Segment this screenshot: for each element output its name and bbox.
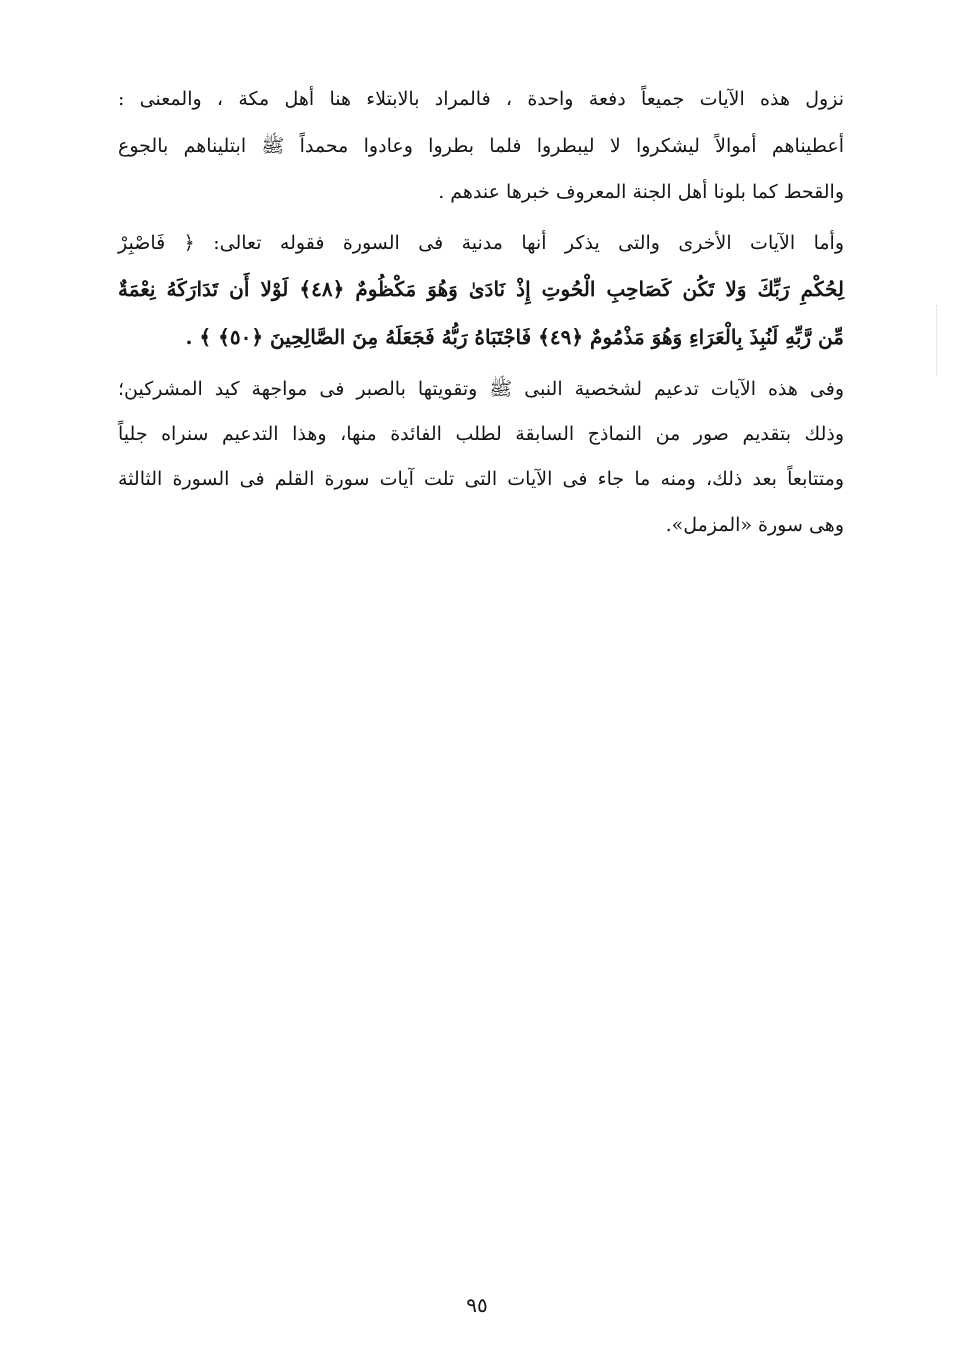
paragraph-1-line-1: نزول هذه الآيات جميعاً دفعة واحدة ، فالمراد بالابتلاء هنا أهل مكة ، والمعنى : xyxy=(118,88,844,110)
paragraph-1-line-2: أعطيناهم أموالاً ليشكروا لا ليبطروا فلما بطروا وعادوا محمداً ﷺ ابتليناهم بالجوع xyxy=(118,135,844,157)
paragraph-3-line-3: ومتتابعاً بعد ذلك، ومنه ما جاء فى الآيات التى تلت آيات سورة القلم فى السورة الثالثة xyxy=(118,468,844,490)
paragraph-3-line-1: وفى هذه الآيات تدعيم لشخصية النبى ﷺ وتقويتها بالصبر فى مواجهة كيد المشركين؛ xyxy=(118,378,844,400)
paragraph-2-line-1: وأما الآيات الأخرى والتى يذكر أنها مدنية فى السورة فقوله تعالى: ﴿ فَاصْبِرْ xyxy=(118,232,844,254)
paragraph-2-line-2: لِحُكْمِ رَبِّكَ وَلا تَكُن كَصَاحِبِ الْحُوتِ إِذْ نَادَىٰ وَهُوَ مَكْظُومٌ ﴿٤٨﴾ لَوْلا أَن تَدَارَكَهُ نِعْمَةٌ xyxy=(118,277,845,301)
paragraph-3-line-2: وذلك بتقديم صور من النماذج السابقة لطلب الفائدة منها، وهذا التدعيم سنراه جلياً xyxy=(118,423,844,445)
paragraph-1-line-3: والقحط كما بلونا أهل الجنة المعروف خبرها عندهم . xyxy=(438,181,844,203)
paragraph-3-line-4: وهى سورة «المزمل». xyxy=(665,514,844,536)
page-number: ٩٥ xyxy=(466,1293,488,1317)
margin-scan-mark xyxy=(936,305,945,375)
paragraph-2-line-3: مِّن رَّبِّهِ لَنُبِذَ بِالْعَرَاءِ وَهُوَ مَذْمُومٌ ﴿٤٩﴾ فَاجْتَبَاهُ رَبُّهُ فَجَعَلَهُ مِنَ الصَّالِحِينَ ﴿٥٠﴾ ﴾ . xyxy=(185,325,844,349)
